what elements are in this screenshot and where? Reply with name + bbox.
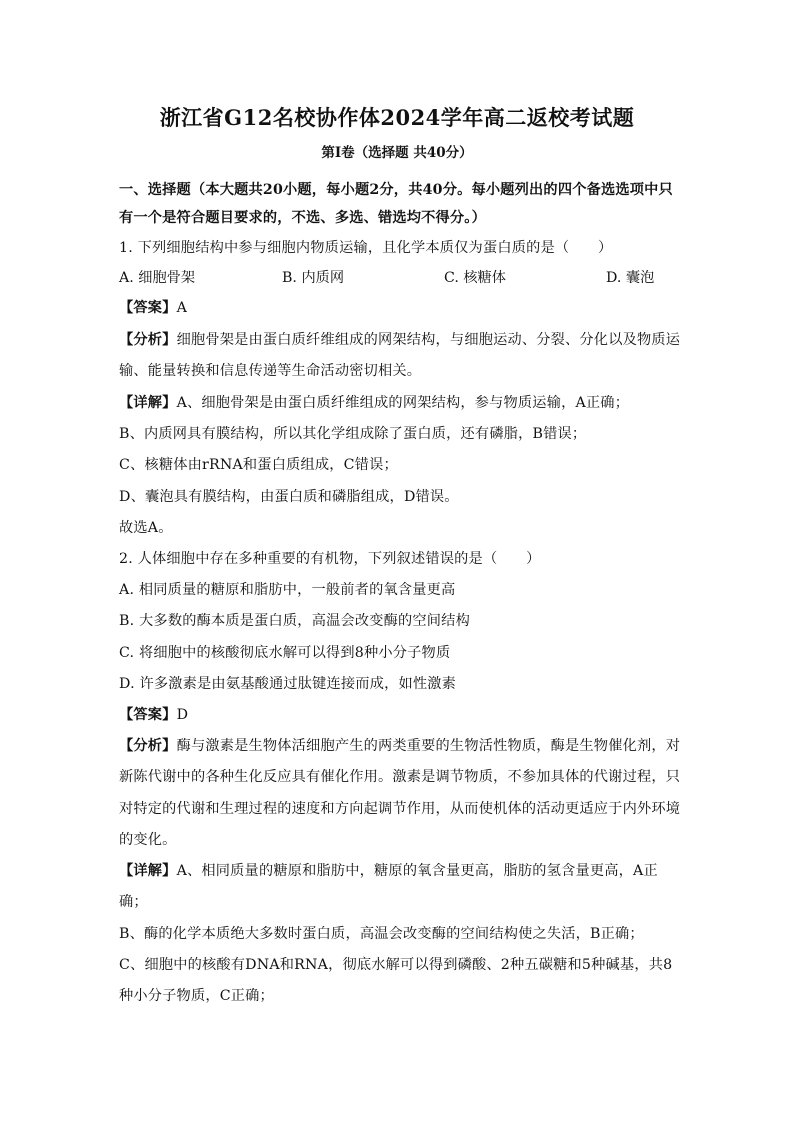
question-2-detail-line-5: 种小分子物质，C正确； <box>119 988 274 1004</box>
question-1-analysis-line-2: 输、能量转换和信息传递等生命活动密切相关。 <box>119 363 422 379</box>
analysis-text: 酶与激素是生物体活细胞产生的两类重要的生物活性物质，酶是生物催化剂，对 <box>176 738 681 754</box>
detail-text: A、相同质量的糖原和脂肪中，糖原的氧含量更高，脂肪的氢含量更高，A正 <box>176 863 658 879</box>
question-1-option-a: A. 细胞骨架 <box>119 270 196 286</box>
question-1-option-c: C. 核糖体 <box>444 270 506 286</box>
question-1-option-b: B. 内质网 <box>282 270 345 286</box>
question-1-option-d: D. 囊泡 <box>606 270 655 286</box>
question-1-detail-line-2: B、内质网具有膜结构，所以其化学组成除了蛋白质，还有磷脂，B错误； <box>119 426 587 442</box>
answer-value: A <box>176 300 188 316</box>
question-2-option-b: B. 大多数的酶本质是蛋白质，高温会改变酶的空间结构 <box>119 613 470 629</box>
detail-tag: 【详解】 <box>119 863 177 879</box>
answer-value: D <box>176 707 189 723</box>
answer-tag: 【答案】 <box>119 707 177 723</box>
question-1-stem: 1. 下列细胞结构中参与细胞内物质运输，且化学本质仅为蛋白质的是（ ） <box>119 240 613 256</box>
section-subtitle: 第Ⅰ卷（选择题 共40分） <box>321 145 473 161</box>
question-1-detail-line-3: C、核糖体由rRNA和蛋白质组成，C错误； <box>119 457 398 473</box>
question-2-analysis-line-4: 的变化。 <box>119 832 177 848</box>
analysis-tag: 【分析】 <box>119 332 177 348</box>
detail-text: A、细胞骨架是由蛋白质纤维组成的网架结构，参与物质运输，A正确； <box>176 395 630 411</box>
question-1-answer <box>119 298 187 318</box>
analysis-tag: 【分析】 <box>119 738 177 754</box>
question-2-option-c: C. 将细胞中的核酸彻底水解可以得到8种小分子物质 <box>119 645 451 661</box>
analysis-text: 细胞骨架是由蛋白质纤维组成的网架结构，与细胞运动、分裂、分化以及物质运 <box>176 332 681 348</box>
section-heading-line-1: 一、选择题（本大题共20小题，每小题2分，共40分。每小题列出的四个备选选项中只 <box>119 182 673 198</box>
question-1-detail-line-1 <box>119 393 629 413</box>
question-2-detail-line-2: 确； <box>119 894 148 910</box>
question-2-detail-line-4: C、细胞中的核酸有DNA和RNA，彻底水解可以得到磷酸、2种五碳糖和5种碱基，共8 <box>119 957 673 973</box>
question-2-stem: 2. 人体细胞中存在多种重要的有机物，下列叙述错误的是（ ） <box>119 551 541 567</box>
question-2-analysis-line-1 <box>119 736 680 756</box>
question-2-detail-line-1 <box>119 861 658 881</box>
page-title: 浙江省G12名校协作体2024学年高二返校考试题 <box>159 105 635 130</box>
answer-tag: 【答案】 <box>119 300 177 316</box>
question-1-detail-line-4: D、囊泡具有膜结构，由蛋白质和磷脂组成，D错误。 <box>119 489 459 505</box>
detail-tag: 【详解】 <box>119 395 177 411</box>
question-2-answer <box>119 705 188 725</box>
question-2-analysis-line-3: 对特定的代谢和生理过程的速度和方向起调节作用，从而使机体的活动更适应于内外环境 <box>119 801 681 817</box>
question-1-analysis-line-1 <box>119 330 680 350</box>
question-2-detail-line-3: B、酶的化学本质绝大多数时蛋白质，高温会改变酶的空间结构使之失活，B正确； <box>119 926 644 942</box>
question-2-option-d: D. 许多激素是由氨基酸通过肽键连接而成，如性激素 <box>119 676 457 692</box>
question-2-analysis-line-2: 新陈代谢中的各种生化反应具有催化作用。激素是调节物质，不参加具体的代谢过程，只 <box>119 769 681 785</box>
section-heading-line-2: 有一个是符合题目要求的，不选、多选、错选均不得分。） <box>119 210 486 226</box>
question-2-option-a: A. 相同质量的糖原和脂肪中，一般前者的氧含量更高 <box>119 582 456 598</box>
question-1-conclusion: 故选A。 <box>119 520 173 536</box>
